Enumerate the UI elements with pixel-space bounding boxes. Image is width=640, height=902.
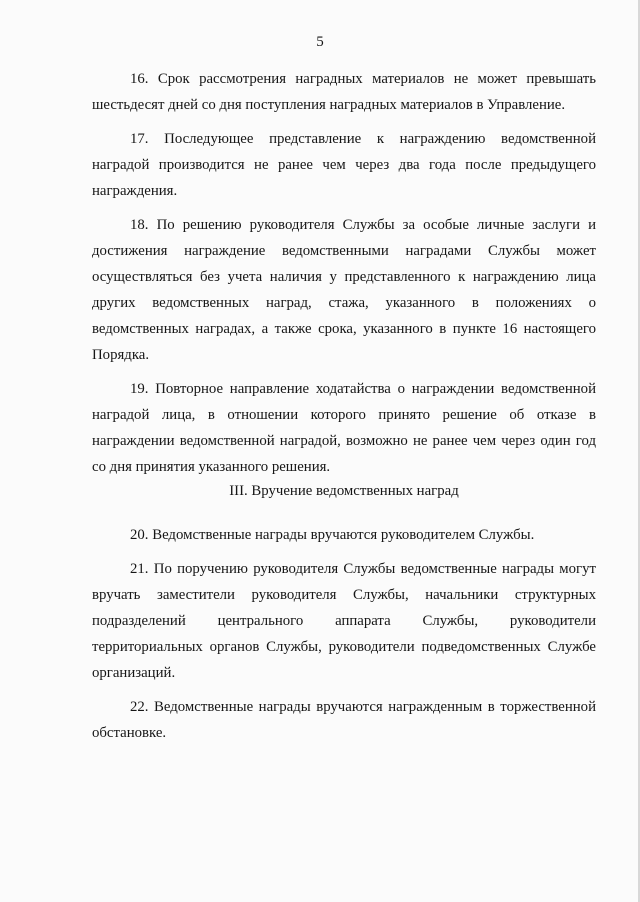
paragraph-16: 16. Срок рассмотрения наградных материалов не может превышать шестьдесят дней со дня поступления наградных материалов в Управление. [92,71,596,113]
paragraph-19: 19. Повторное направление ходатайства о награждении ведомственной наградой лица, в отношении которого принято решение об отказе в награждении ведомственной наградой, возможно не ранее чем через один год со дня принятия указанного решения. [92,381,596,475]
paragraph-18: 18. По решению руководителя Службы за особые личные заслуги и достижения награждение ведомственными наградами Службы может осуществляться без учета наличия у представленного к награждению лица других ведомственных наград, стажа, указанного в положениях о ведомственных наградах, а также срока, указанного в пункте 16 настоящего Порядка. [92,217,596,363]
page-number: 5 [316,34,324,50]
section-2-body [92,522,596,746]
paragraph-17: 17. Последующее представление к награждению ведомственной наградой производится не ранее чем через два года после предыдущего награждения. [92,131,596,199]
paragraph-20: 20. Ведомственные награды вручаются руководителем Службы. [130,527,535,543]
paragraph-21: 21. По поручению руководителя Службы ведомственные награды могут вручать заместители руководителя Службы, начальники структурных подразделений центрального аппарата Службы, руководители территориальных органов Службы, руководители подведомственных Службе организаций. [92,561,596,681]
section-heading: III. Вручение ведомственных наград [229,483,459,499]
paragraph-22: 22. Ведомственные награды вручаются награжденным в торжественной обстановке. [92,699,596,741]
section-1-body [92,66,596,480]
